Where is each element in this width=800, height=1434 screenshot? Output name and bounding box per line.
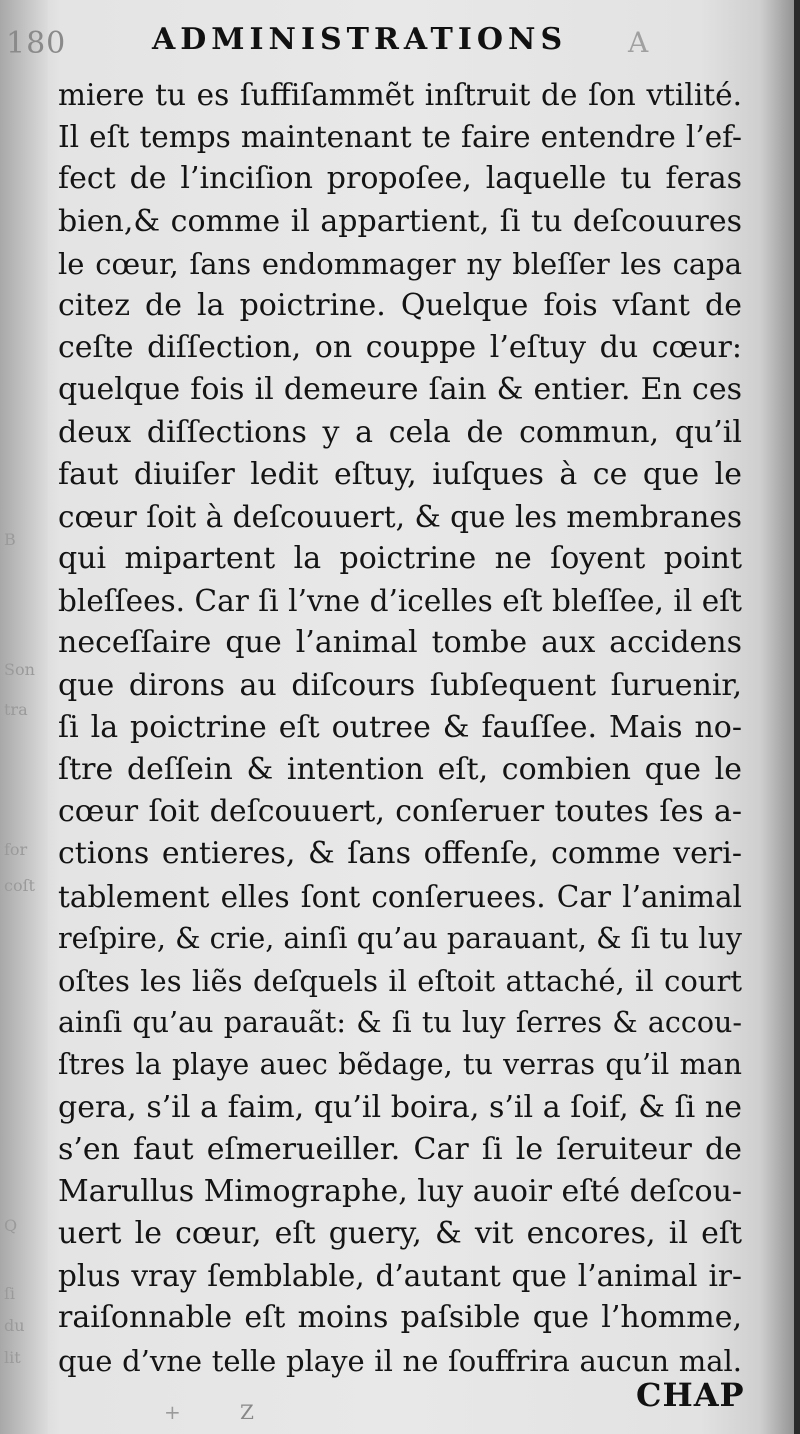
- header-trailing-glyph: A: [628, 26, 649, 59]
- text-line: deux diſſections y a cela de commun, qu’il: [58, 414, 742, 450]
- signature-mark: Z: [240, 1400, 254, 1424]
- bleed-through-text: lit: [4, 1348, 21, 1367]
- bleed-through-text: Q: [4, 1216, 18, 1235]
- text-line: ctions entieres, & ſans offenſe, comme veri-: [58, 836, 742, 872]
- text-line: quelque fois il demeure ſain & entier. En ces: [58, 372, 742, 408]
- page-number: 180: [6, 26, 67, 61]
- text-line: plus vray ſemblable, d’autant que l’animal ir-: [58, 1259, 742, 1294]
- text-line: raiſonnable eſt moins paſsible que l’homme,: [58, 1300, 742, 1336]
- footer-cross-mark: +: [164, 1400, 181, 1424]
- text-line: ſi la poictrine eſt outree & fauſſee. Mais no-: [58, 709, 742, 745]
- text-line: s’en faut eſmerueiller. Car ſi le ſeruiteur de: [58, 1131, 742, 1167]
- text-line: ſtres la playe auec bẽdage, tu verras qu’il man: [58, 1048, 742, 1082]
- text-line: cœur ſoit deſcouuert, conſeruer toutes ſes a-: [58, 794, 742, 830]
- bleed-through-text: du: [4, 1316, 25, 1335]
- page-edge: [794, 0, 800, 1434]
- bleed-through-text: ſi: [4, 1284, 16, 1303]
- bleed-through-text: tra: [4, 700, 28, 719]
- text-line: uert le cœur, eſt guery, & vit encores, il eſt: [58, 1216, 742, 1252]
- text-line: Il eſt temps maintenant te faire entendre l’ef-: [58, 120, 742, 155]
- bleed-through-text: for: [4, 840, 28, 859]
- text-line: que dirons au diſcours ſubſequent ſuruenir,: [58, 667, 742, 703]
- text-line: bleſſees. Car ſi l’vne d’icelles eſt bleſſee, il eſt: [58, 584, 742, 619]
- text-line: fect de l’inciſion propoſee, laquelle tu feras: [58, 161, 742, 197]
- running-header: [0, 22, 800, 66]
- text-line: miere tu es ſuffiſammẽt inſtruit de ſon vtilité.: [58, 78, 742, 112]
- bleed-through-text: Son: [4, 660, 35, 679]
- text-line: tablement elles ſont conſeruees. Car l’animal: [58, 879, 742, 914]
- text-line: gera, s’il a faim, qu’il boira, s’il a ſoif, & ſi ne: [58, 1089, 742, 1125]
- text-line: faut diuiſer ledit eſtuy, iuſques à ce que le: [58, 456, 742, 492]
- text-line: ceſte diſſection, on couppe l’eſtuy du cœur:: [58, 330, 742, 366]
- text-line: oſtes les liẽs deſquels il eſtoit attaché, il court: [58, 963, 742, 998]
- body-text: [58, 74, 742, 1382]
- text-line: neceſſaire que l’animal tombe aux accidens: [58, 625, 742, 661]
- text-line: ainſi qu’au parauãt: & ſi tu luy ſerres & accou-: [58, 1006, 742, 1040]
- bleed-through-text: B: [4, 530, 16, 549]
- text-line: cœur ſoit à deſcouuert, & que les membranes: [58, 499, 742, 534]
- text-line: le cœur, ſans endommager ny bleſſer les capa: [58, 246, 742, 281]
- text-line: que d’vne telle playe il ne ſouffrira aucun mal.: [58, 1343, 742, 1378]
- catchword: CHAP: [636, 1376, 745, 1414]
- text-line: bien,& comme il appartient, ſi tu deſcouures: [58, 203, 742, 239]
- text-line: citez de la poictrine. Quelque fois vſant de: [58, 287, 742, 323]
- left-page-bleed: [0, 0, 48, 1434]
- bleed-through-text: coſt: [4, 876, 35, 895]
- text-line: ſtre deſſein & intention eſt, combien que le: [58, 752, 742, 787]
- text-line: reſpire, & crie, ainſi qu’au parauant, & ſi tu luy: [58, 921, 742, 955]
- text-line: Marullus Mimographe, luy auoir eſté deſcou-: [58, 1173, 743, 1209]
- text-line: qui mipartent la poictrine ne ſoyent point: [58, 541, 742, 577]
- running-title: ADMINISTRATIONS: [152, 22, 568, 57]
